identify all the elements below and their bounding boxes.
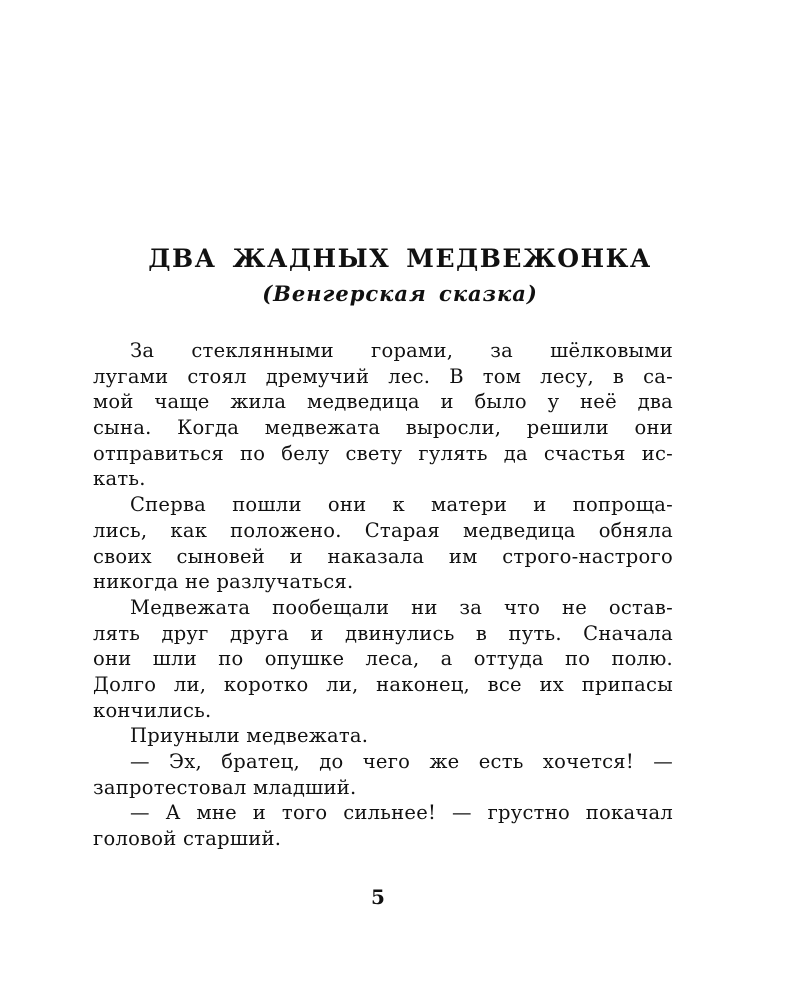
text-line: Сперва пошли они к матери и попроща- — [130, 493, 673, 517]
text-line: никогда не разлучаться. — [93, 570, 354, 594]
text-line: кать. — [93, 467, 146, 491]
text-line: лись, как положено. Старая медведица обняла — [93, 518, 673, 542]
text-line: они шли по опушке леса, а оттуда по полю. — [93, 647, 673, 671]
text-line: За стеклянными горами, за шёлковыми — [130, 339, 673, 362]
page-number: 5 — [371, 885, 385, 909]
story-text — [93, 338, 673, 852]
story-subtitle: (Венгерская сказка) — [262, 281, 538, 306]
text-line: Медвежата пообещали ни за что не остав- — [130, 595, 673, 619]
text-line: отправиться по белу свету гулять да счастья ис- — [93, 441, 673, 465]
text-line: своих сыновей и наказала им строго-настрого — [93, 544, 673, 568]
text-line: мой чаще жила медведица и было у неё два — [93, 390, 673, 414]
text-line: запротестовал младший. — [93, 775, 357, 799]
text-line: Приуныли медвежата. — [130, 724, 369, 748]
text-line: лять друг друга и двинулись в путь. Сначала — [93, 621, 673, 645]
text-line: лугами стоял дремучий лес. В том лесу, в са- — [93, 364, 673, 388]
text-line: кончились. — [93, 698, 212, 722]
story-title: ДВА ЖАДНЫХ МЕДВЕЖОНКА — [148, 244, 652, 273]
text-line: головой старший. — [93, 827, 282, 851]
text-line: — А мне и того сильнее! — грустно покачал — [130, 801, 673, 825]
text-line: — Эх, братец, до чего же есть хочется! — — [130, 750, 673, 773]
text-line: Долго ли, коротко ли, наконец, все их припасы — [93, 672, 673, 696]
text-line: сына. Когда медвежата выросли, решили они — [93, 416, 673, 440]
